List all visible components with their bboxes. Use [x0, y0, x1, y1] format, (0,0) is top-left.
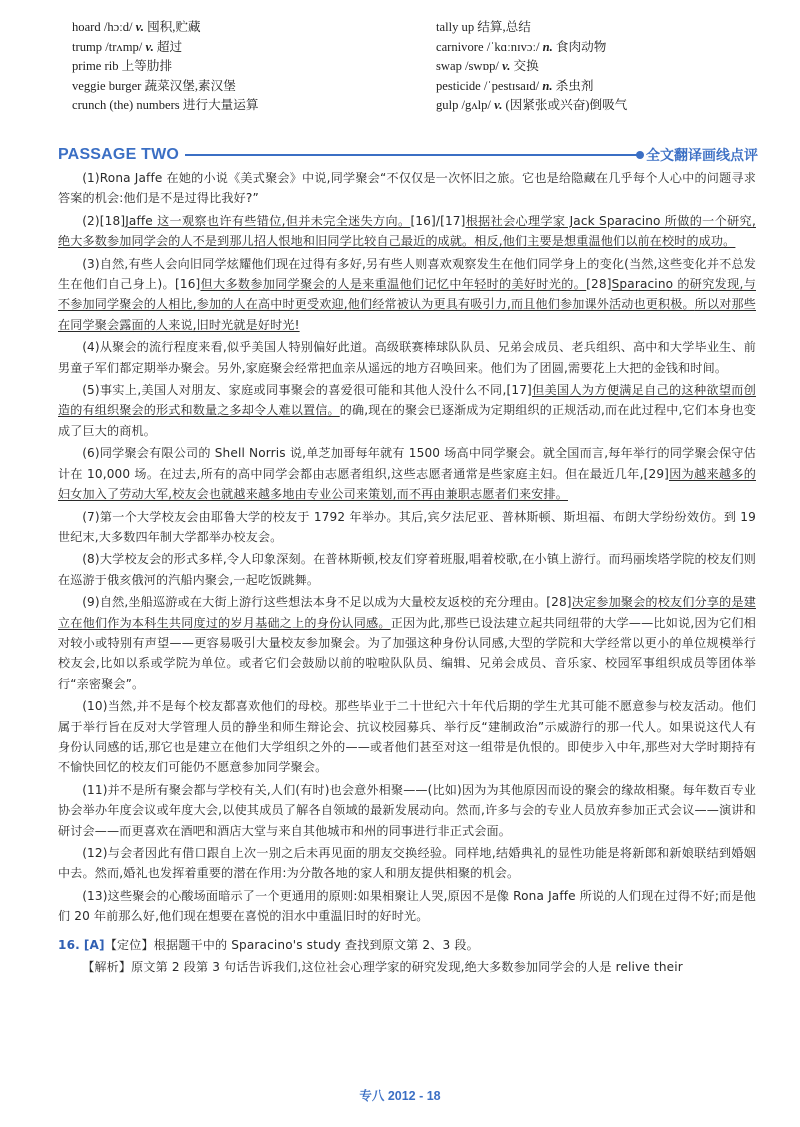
- paragraph-text: (5)事实上,美国人对朋友、家庭或同事聚会的喜爱很可能和其他人没什么不同,[17]: [82, 383, 532, 398]
- passage-text: [58, 168, 756, 979]
- vocab-meaning: 进行大量运算: [182, 98, 259, 112]
- paragraph: [58, 549, 756, 590]
- vocab-item: [72, 38, 388, 58]
- underlined-text: 决定参加聚会的校友们分享的是建立在他们作为本科生共同度过的岁月基础之上的身份认同感。: [58, 595, 756, 630]
- vocab-word: swap /swɒp/: [436, 59, 499, 73]
- vocab-meaning: 食肉动物: [555, 39, 607, 54]
- vocab-part-of-speech: v.: [502, 59, 511, 73]
- vocab-column-right: [436, 18, 752, 116]
- explain-tag: 【解析】: [82, 960, 132, 975]
- locate-tag: 【定位】: [104, 937, 154, 952]
- vocab-meaning: 蔬菜汉堡,素汉堡: [144, 78, 236, 93]
- vocab-item: [72, 96, 388, 116]
- paragraph-text: (7)第一个大学校友会由耶鲁大学的校友于 1792 年举办。其后,宾夕法尼亚、普林斯顿、斯坦福、布朗大学纷纷效仿。到 19 世纪末,大多数四年制大学都举办校友会。: [58, 509, 756, 544]
- vocab-word: veggie burger: [72, 78, 142, 93]
- vocab-item: [436, 77, 752, 97]
- paragraph-text: (9)自然,坐船巡游或在大街上游行这些想法本身不足以成为大量校友返校的充分理由。[28]: [82, 595, 572, 610]
- vocab-item: [436, 96, 752, 116]
- underlined-text: Jaffe 这一观察也许有些错位,但并未完全迷失方向。: [125, 213, 411, 228]
- paragraph-text: (13)这些聚会的心酸场面暗示了一个更通用的原则:如果相聚让人哭,原因不是像 Rona Jaffe 所说的人们现在过得不好;而是他们 20 年前那么好,他们现在想要在喜悦的泪水中重温旧时的好时光。: [58, 888, 756, 924]
- paragraph: [58, 380, 756, 441]
- vocab-meaning: 交换: [513, 59, 539, 73]
- paragraph-list: [58, 168, 756, 927]
- vocab-item: [436, 18, 752, 38]
- vocab-item: [72, 57, 388, 77]
- paragraph-text: (10)当然,并不是每个校友都喜欢他们的母校。那些毕业于二十世纪六十年代后期的学生尤其可能不愿意参与校友活动。他们属于举行旨在反对大学管理人员的静坐和师生辩论会、抗议校园募兵、举行反“建制政治”示威游行的那一代人。如果说这代人有身份认同感的话,那它也是建立在他们大学组织之外的——或者他们甚至对这一组带是仇恨的。即使步入中年,那些对大学时期持有不愉快回忆的校友们可能仍不愿意参加同学聚会。: [58, 699, 756, 775]
- vocab-item: [72, 77, 388, 97]
- vocab-item: [72, 18, 388, 38]
- analysis-explanation-line: [58, 957, 756, 977]
- underlined-text: 根据社会心理学家 Jack Sparacino 所做的一个研究,绝大多数参加同学会的人不是到那儿招人恨地和旧同学比较自己最近的成就。相反,他们主要是想重温他们以前在校时的成功。: [58, 213, 756, 249]
- paragraph: [58, 443, 756, 504]
- paragraph: [58, 337, 756, 378]
- underlined-text: 所以对那些在同学聚会露面的人来说,旧时光就是好时光!: [58, 297, 756, 332]
- question-answer: [A]: [83, 937, 105, 952]
- page-footer: 专八 2012 - 18: [359, 1089, 441, 1103]
- paragraph: [58, 592, 756, 694]
- paragraph: [58, 843, 756, 884]
- vocab-word: tally up: [436, 20, 475, 34]
- header-rule: [185, 154, 640, 156]
- vocab-part-of-speech: v.: [145, 39, 154, 54]
- underlined-text: 但美国人为方便满足自己的这种欲望而创造的有组织聚会的形式和数量之多却令人难以置信。: [58, 383, 757, 418]
- vocab-word: prime rib: [72, 59, 119, 73]
- paragraph-text: (3)自然,有些人会向旧同学炫耀他们现在过得有多好,另有些人则喜欢观察发生在他们同学身上的变化(当然,这些变化并不总发生在他们自己身上)。[16]: [58, 256, 756, 292]
- vocab-item: [436, 38, 752, 58]
- vocab-word: pesticide /ˈpestɪsaɪd/: [436, 78, 540, 93]
- vocab-word: carnivore /ˈkɑːnɪvɔː/: [436, 39, 540, 54]
- paragraph-text: [16]/[17]: [410, 213, 466, 228]
- vocab-meaning: 上等肋排: [121, 59, 173, 73]
- vocab-part-of-speech: n.: [542, 78, 553, 93]
- vocab-word: trump /trʌmp/: [72, 39, 143, 54]
- vocab-meaning: 杀虫剂: [555, 78, 594, 93]
- vocab-meaning: 结算,总结: [477, 20, 531, 34]
- paragraph: [58, 507, 756, 548]
- underlined-text: Sparacino 的研究发现,与不参加同学聚会的人相比,参加的人在高中时更受欢迎,他们经常被认为更具有吸引力,而且他们参加课外活动也更积极。: [58, 277, 756, 312]
- paragraph-text: 正因为此,那些已设法建立起共同纽带的大学——比如说,因为它们相对较小或特别有声望——更容易吸引大量校友参加聚会。为了加强这种身份认同感,大型的学院和大学经常以更小的单位规模举行校友会,比如以系或学院为单位。或者它们会鼓励以前的啦啦队队员、编辑、兄弟会成员、音乐家、校园军事组织成员等团体举行“亲密聚会”。: [58, 615, 756, 691]
- vocabulary-list: [72, 18, 752, 116]
- question-number: 16.: [58, 937, 80, 952]
- paragraph: [58, 696, 756, 778]
- vocab-item: [436, 57, 752, 77]
- paragraph-text: (1)Rona Jaffe 在她的小说《美式聚会》中说,同学聚会“不仅仅是一次怀旧之旅。它也是给隐藏在几乎每个人心中的问题寻求答案的机会:他们是不是过得比我好?”: [58, 171, 756, 206]
- paragraph: [58, 254, 756, 336]
- vocab-word: gulp /gʌlp/: [436, 98, 491, 112]
- paragraph-text: [28]: [586, 277, 612, 292]
- vocab-word: crunch (the) numbers: [72, 98, 180, 112]
- vocab-meaning: 囤积,贮藏: [147, 20, 201, 34]
- paragraph: [58, 211, 756, 252]
- locate-text: 根据题干中的 Sparacino's study 查找到原文第 2、3 段。: [153, 937, 479, 952]
- paragraph-text: (2)[18]: [82, 213, 126, 228]
- paragraph-text: (4)从聚会的流行程度来看,似乎美国人特别偏好此道。高级联赛棒球队队员、兄弟会成员、老兵组织、高中和大学毕业生、前男童子军们都定期举办聚会。另外,家庭聚会经常把血亲从遥远的地方召唤回来。他们为了团圆,需要花上大把的金钱和时间。: [58, 340, 756, 375]
- vocab-part-of-speech: n.: [542, 39, 553, 54]
- passage-subtitle: 全文翻译画线点评: [646, 148, 758, 164]
- paragraph-text: (6)同学聚会有限公司的 Shell Norris 说,单芝加哥每年就有 1500 场高中同学聚会。就全国而言,每年举行的同学聚会保守估计在 10,000 场。在过去,所有的高中同学会都由志愿者组织,这些志愿者通常是些家庭主妇。但在最近几年,[29]: [58, 446, 756, 481]
- passage-title: PASSAGE TWO: [58, 146, 180, 163]
- paragraph: [58, 780, 756, 841]
- explain-text: 原文第 2 段第 3 句话告诉我们,这位社会心理学家的研究发现,绝大多数参加同学会的人是 relive their: [131, 960, 683, 975]
- paragraph-text: (12)与会者因此有借口跟自上次一别之后未再见面的朋友交换经验。同样地,结婚典礼的显性功能是将新郎和新娘联结到婚姻中去。然而,婚礼也发挥着重要的潜在作用:为分散各地的家人和朋友提供相聚的机会。: [58, 846, 756, 881]
- paragraph: [58, 886, 756, 927]
- paragraph-text: 的确,现在的聚会已逐渐成为定期组织的正规活动,而在此过程中,它们本身也变成了巨大的商机。: [58, 403, 756, 438]
- paragraph-text: (8)大学校友会的形式多样,令人印象深刻。在普林斯顿,校友们穿着班服,唱着校歌,在小镇上游行。而玛丽埃塔学院的校友们则在巡游于俄亥俄河的汽船内聚会,一起吃饭跳舞。: [58, 552, 756, 587]
- analysis-question-line: [58, 935, 756, 955]
- underlined-text: 因为越来越多的妇女加入了劳动大军,校友会也就越来越多地由专业公司来策划,而不再由兼职志愿者们来安排。: [58, 466, 756, 502]
- paragraph: [58, 168, 756, 209]
- vocab-meaning: 超过: [156, 39, 183, 54]
- vocab-part-of-speech: v.: [494, 98, 503, 112]
- vocab-word: hoard /hɔːd/: [72, 20, 133, 34]
- underlined-text: 但大多数参加同学聚会的人是来重温他们记忆中年轻时的美好时光的。: [200, 277, 587, 292]
- paragraph-text: (11)并不是所有聚会都与学校有关,人们(有时)也会意外相聚——(比如)因为为其他原因而设的聚会的缘故相聚。每年数百专业协会举办年度会议或年度大会,以使其成员了解各自领域的最新发展动向。然而,许多与会的专业人员放弃参加正式会议——演讲和研讨会——而更喜欢在酒吧和酒店大堂与来自其他城市和州的同事进行非正式会面。: [58, 782, 756, 838]
- analysis-section: [58, 935, 756, 978]
- passage-header: [58, 144, 758, 166]
- vocab-column-left: [72, 18, 388, 116]
- vocab-part-of-speech: v.: [135, 20, 144, 34]
- vocab-meaning: (因紧张或兴奋)倒吸气: [505, 98, 628, 112]
